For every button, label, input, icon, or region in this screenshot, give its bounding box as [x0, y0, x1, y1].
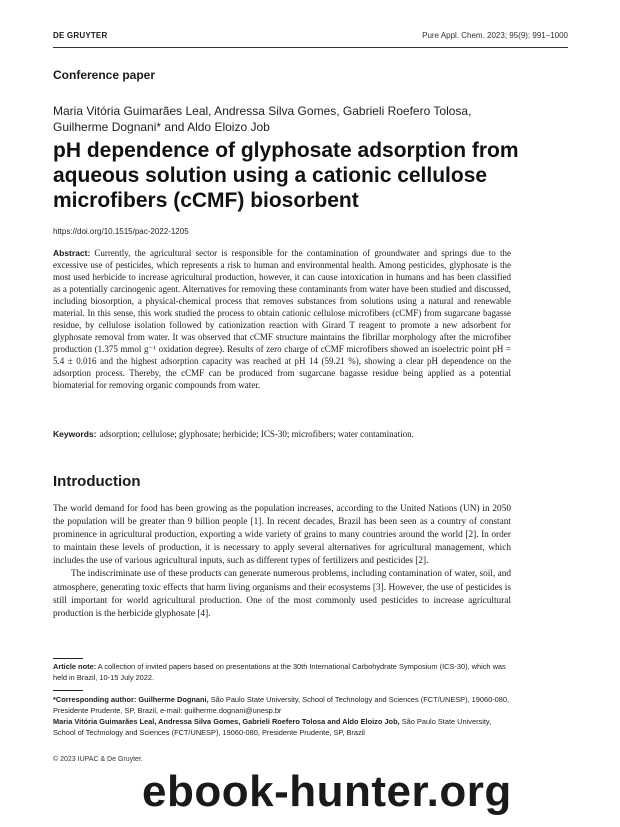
publisher-name: DE GRUYTER	[53, 31, 108, 40]
coauthors-text: São Paulo State University, School of Technology and Sciences (FCT/UNESP), 19060-080, Presidente Prudente, SP, Brazil	[53, 717, 492, 737]
article-note	[53, 662, 511, 684]
page-header	[53, 31, 568, 45]
corresponding-author-note	[53, 695, 511, 717]
watermark: ebook-hunter.org	[142, 767, 512, 816]
keywords-text: adsorption; cellulose; glyphosate; herbicide; ICS-30; microfibers; water contamination.	[99, 429, 414, 439]
corresponding-author-label: *Corresponding author: Guilherme Dognani,	[53, 695, 209, 704]
footnote-rule	[53, 658, 83, 659]
abstract-label: Abstract:	[53, 248, 91, 258]
abstract-text: Currently, the agricultural sector is responsible for the contamination of groundwater and springs due to the excessive use of pesticides, which represents a risk to human and environmental health. Among pesticides, glyphosate is the most used herbicide to increase agricultural production, however, it can cause intoxication in humans and has been classified as a potentially carcinogenic agent. Alternatives for removing these contaminants from water have been studied and discussed, including biosorption, a physical-chemical process that removes substances from solutions using a natural and renewable material. In this sense, this work studied the process to obtain cationic cellulose microfibers (cCMF) from sugarcane bagasse residue, by cellulose isolation followed by cationization reaction with Girard T reagent to promote a new adsorbent for glyphosate removal from water. It was observed that cCMF structure maintains the fibrillar morphology after the microfiber production (1.375 mmol g⁻¹ oxidation degree). Results of zero charge of cCMF microfibers showed an isoelectric point pH = 5.4 ± 0.016 and the highest adsorption capacity was reached at pH 14 (59.21 %), showing a clear pH dependence on the adsorption process. Thereby, the cCMF can be produced from sugarcane bagasse residue being applied as a potential biomaterial for removing organic compounds from water.	[53, 248, 511, 390]
coauthors-label: Maria Vitória Guimarães Leal, Andressa Silva Gomes, Gabrieli Roefero Tolosa and Aldo Eloizo Job,	[53, 717, 400, 726]
copyright-notice: © 2023 IUPAC & De Gruyter.	[53, 756, 143, 763]
intro-paragraph-1: The world demand for food has been growing as the population increases, according to the United Nations (UN) in 2050 the population will be greater than 9 billion people [1]. In recent decades, Brazil has been seen as a country of constant prominence in agricultural production, exporting a wide variety of grains to many countries around the world [2]. In order to maintain these levels of production, it is necessary to apply several alternatives for agricultural management, which includes the use of various agricultural inputs, such as different types of fertilizers and pesticides [2].	[53, 504, 511, 567]
article-type: Conference paper	[53, 68, 156, 82]
paper-title: pH dependence of glyphosate adsorption from aqueous solution using a cationic cellulose microfibers (cCMF) biosorbent	[53, 139, 519, 212]
article-note-text: A collection of invited papers based on presentations at the 30th International Carbohydrate Symposium (ICS-30), which was held in Brazil, 10-15 July 2022.	[53, 662, 506, 682]
author-list: Maria Vitória Guimarães Leal, Andressa Silva Gomes, Gabrieli Roefero Tolosa, Guilherme Dognani* and Aldo Eloizo Job	[53, 104, 472, 134]
introduction-body	[53, 503, 511, 621]
intro-paragraph-2: The indiscriminate use of these products can generate numerous problems, including contamination of water, soil, and atmosphere, generating toxic effects that harm living organisms and their ecosystems [3]. However, the use of pesticides is still important for world agricultural production. One of the most commonly used pesticides to increase agricultural production is the herbicide glyphosate [4].	[53, 569, 511, 619]
introduction-heading: Introduction	[53, 473, 141, 490]
corresponding-author-text: São Paulo State University, School of Technology and Sciences (FCT/UNESP), 19060-080, Presidente Prudente, SP, Brazil, e-mail: guilherme.dognani@unesp.br	[53, 695, 510, 715]
keywords-label: Keywords:	[53, 429, 97, 439]
article-note-label: Article note:	[53, 662, 97, 671]
abstract	[53, 247, 511, 391]
doi-link[interactable]: https://doi.org/10.1515/pac-2022-1205	[53, 227, 189, 236]
journal-reference: Pure Appl. Chem. 2023; 95(9): 991–1000	[422, 31, 568, 40]
header-rule	[53, 47, 568, 48]
keywords	[53, 429, 513, 439]
footnote-rule-2	[53, 690, 83, 691]
coauthors-note	[53, 717, 511, 739]
